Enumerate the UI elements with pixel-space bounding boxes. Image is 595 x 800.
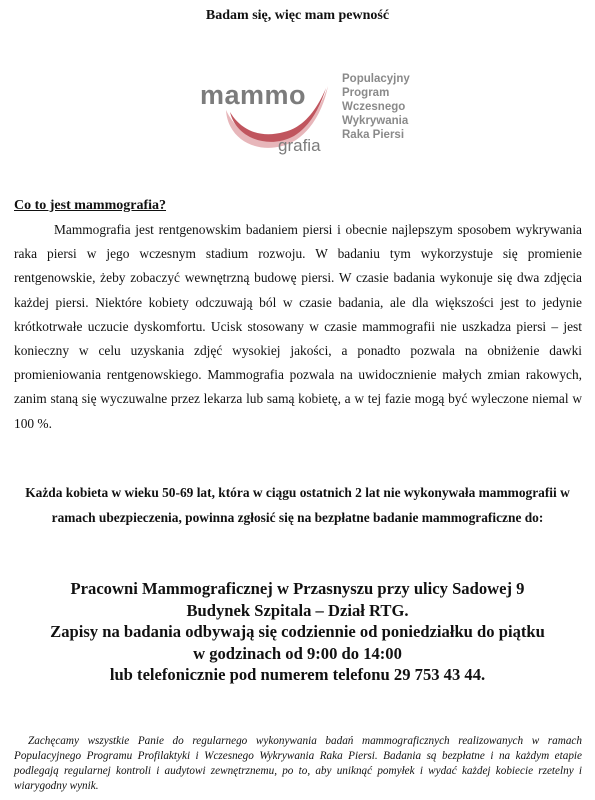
clinic-address-line: Pracowni Mammograficznej w Przasnyszu przy ulicy Sadowej 9 xyxy=(70,579,525,598)
clinic-schedule-line: Zapisy na badania odbywają się codziennie od poniedziałku do piątku xyxy=(50,622,545,641)
logo-program-line: Populacyjny xyxy=(342,73,410,85)
clinic-info xyxy=(0,578,595,686)
logo-word-mammo: mammo xyxy=(200,80,307,110)
section-heading: Co to jest mammografia? xyxy=(14,198,167,213)
clinic-building-line: Budynek Szpitala – Dział RTG. xyxy=(186,600,409,620)
page-title: Badam się, więc mam pewność xyxy=(205,8,390,23)
logo-program-line: Wykrywania xyxy=(342,115,409,127)
logo-word-grafia: grafia xyxy=(278,136,321,155)
logo-program-line: Wczesnego xyxy=(342,101,406,113)
footer-note: Zachęcamy wszystkie Panie do regularnego wykonywania badań mammograficznych realizowanych w ramach Populacyjnego Programu Profilaktyki i Wczesnego Wykrywania Raka Piersi. Badania są bezpłatne i na każdym etapie podlegają regularnej kontroli i audytowi zewnętrznemu, po to, aby uniknąć pomyłek i wydać każdej kobiecie rzetelny i wiarygodny wynik. xyxy=(14,735,582,792)
clinic-hours-line: w godzinach od 9:00 do 14:00 xyxy=(193,643,402,663)
intro-paragraph: Mammografia jest rentgenowskim badaniem piersi i obecnie najlepszym sposobem wykrywania raka piersi w jego wczesnym stadium rozwoju. W badaniu tym wykorzystuje się promienie rentgenowskie, żeby zobaczyć wewnętrzną budowę piersi. W czasie badania wykonuje się dwa zdjęcia każdej piersi. Niektóre kobiety odczuwają ból w czasie badania, ale dla większości jest to jedynie krótkotrwałe uczucie dyskomfortu. Ucisk stosowany w czasie mammografii nie uszkadza piersi – jest konieczny w celu uzyskania zdjęć wysokiej jakości, a ponadto pozwala na obniżenie dawki promieniowania rentgenowskiego. Mammografia pozwala na uwidocznienie małych zmian rakowych, zanim staną się wyczuwalne przez lekarza lub samą kobietę, a w tej fazie mogą być wyleczone niemal w 100 %. xyxy=(14,222,582,431)
eligibility-notice: Każda kobieta w wieku 50-69 lat, która w ciągu ostatnich 2 lat nie wykonywała mammografii w ramach ubezpieczenia, powinna zgłosić się na bezpłatne badanie mammograficzne do: xyxy=(25,485,570,525)
logo-program-line: Program xyxy=(342,87,390,99)
logo-program-line: Raka Piersi xyxy=(342,129,405,141)
clinic-phone-line: lub telefonicznie pod numerem telefonu 29 753 43 44. xyxy=(109,665,486,684)
mammografia-logo xyxy=(196,66,436,166)
logo-program-text xyxy=(342,72,410,142)
